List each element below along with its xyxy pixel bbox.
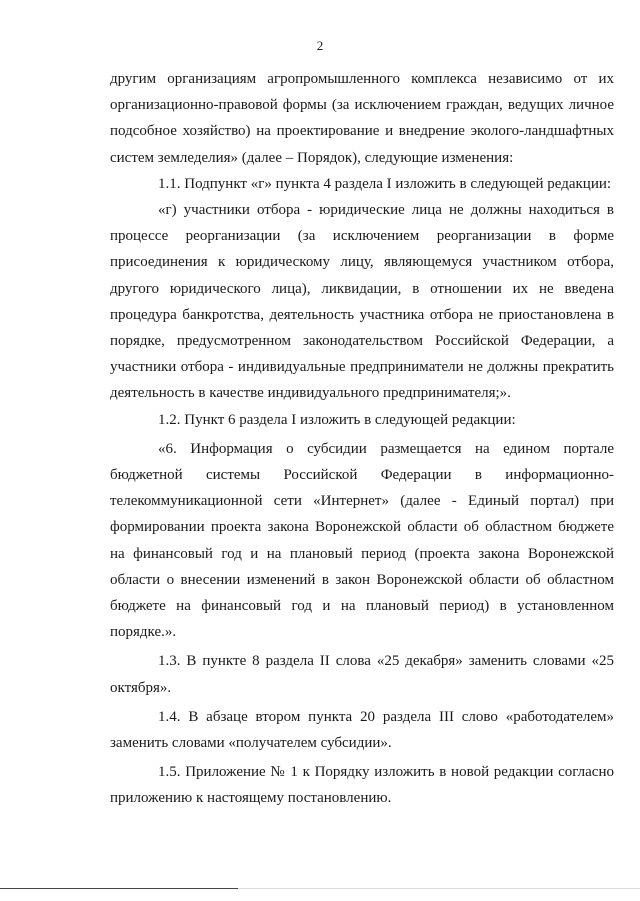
paragraph-1-2-text: «6. Информация о субсидии размещается на едином портале бюджетной системы Российской Федерации в информационно-телекоммуникационной сети «Интернет» (далее - Единый портал) при формировании проекта закона Воронежской области об областном бюджете на финансовый год и на плановый период (проекта закона Воронежской области о внесении изменений в закон Воронежской области об областном бюджете на финансовый год и на плановый период) в установленном порядке.». — [110, 440, 614, 641]
paragraph-1-1: 1.1. Подпункт «г» пункта 4 раздела I изложить в следующей редакции: — [158, 175, 612, 192]
footer-divider — [0, 888, 238, 889]
page-number: 2 — [316, 38, 324, 53]
paragraph-continuation: другим организациям агропромышленного комплекса независимо от их организационно-правовой формы (за исключением граждан, ведущих личное подсобное хозяйство) на проектирование и внедрение эколого-ландшафтных систем земледелия» (далее – Порядок), следующие изменения: — [110, 71, 614, 166]
paragraph-1-2: 1.2. Пункт 6 раздела I изложить в следующей редакции: — [158, 411, 516, 428]
footer-divider-faint — [238, 888, 640, 889]
paragraph-1-5: 1.5. Приложение № 1 к Порядку изложить в новой редакции согласно приложению к настоящему постановлению. — [110, 764, 614, 807]
document-body — [110, 66, 614, 812]
paragraph-1-3: 1.3. В пункте 8 раздела II слова «25 декабря» заменить словами «25 октября». — [110, 653, 614, 696]
paragraph-1-1-text: «г) участники отбора - юридические лица не должны находиться в процессе реорганизации (за исключением реорганизации в форме присоединения к юридическому лицу, являющемуся участником отбора, другого юридического лица), ликвидации, в отношении их не введена процедура банкротства, деятельность участника отбора не приостановлена в порядке, предусмотренном законодательством Российской Федерации, а участники отбора - индивидуальные предприниматели не должны прекратить деятельность в качестве индивидуального предпринимателя;». — [110, 202, 614, 402]
paragraph-1-4: 1.4. В абзаце втором пункта 20 раздела III слово «работодателем» заменить словами «получателем субсидии». — [110, 708, 614, 752]
